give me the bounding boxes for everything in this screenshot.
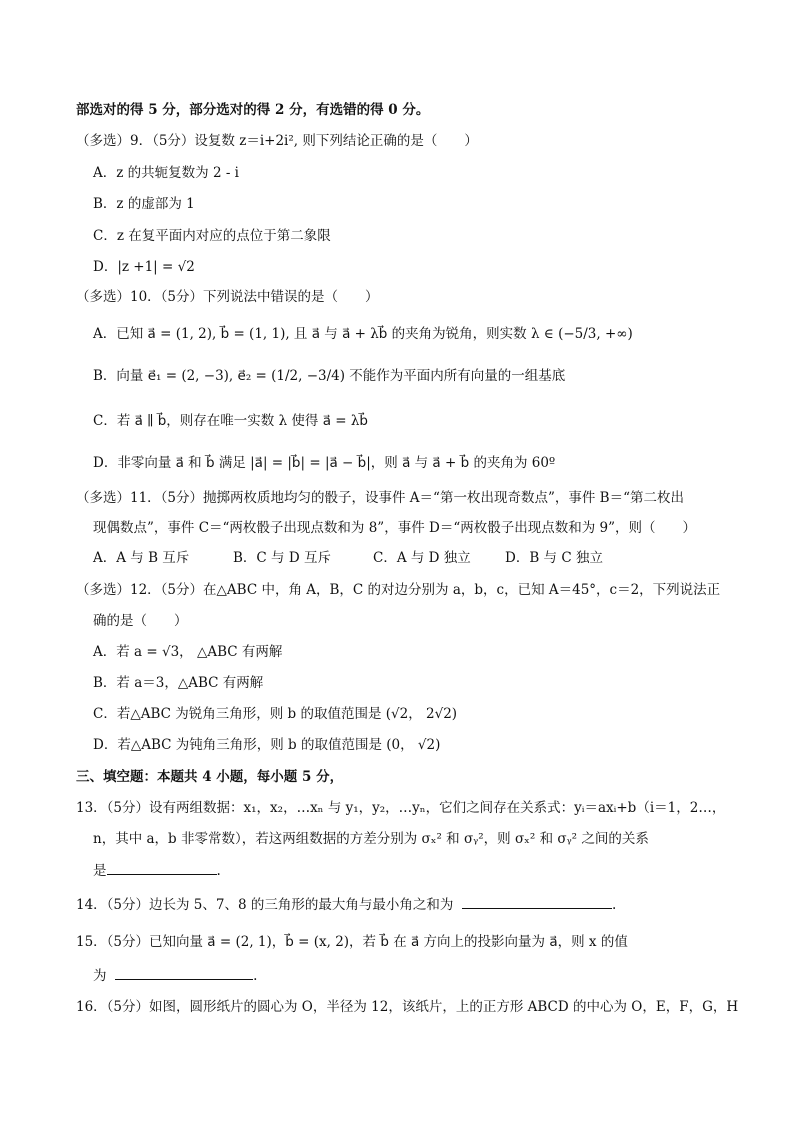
q14-answer-blank[interactable] (462, 894, 612, 909)
q13-period: . (216, 863, 221, 879)
q13-line3 (93, 860, 221, 881)
q10-option-a: A．已知 a⃗ = (1, 2), b⃗ = (1, 1), 且 a⃗ 与 a⃗ + λb⃗ 的夹角为锐角，则实数 λ ∈ (−5/3, +∞) (93, 326, 633, 342)
q11-stem-line2: 现偶数点”，事件 C＝“两枚骰子出现点数和为 8”，事件 D＝“两枚骰子出现点数和为 9”，则（ ） (93, 520, 697, 536)
q9-option-d: D．|z +1| = √2 (93, 259, 195, 275)
q11-option-c: C．A 与 D 独立 (373, 550, 471, 566)
q12-option-d: D．若△ABC 为钝角三角形，则 b 的取值范围是 (0， √2) (93, 737, 441, 753)
q15-period: . (253, 968, 258, 984)
q12-stem-line1: （多选）12．（5分）在△ABC 中，角 A，B，C 的对边分别为 a，b，c，已知 A＝45°，c＝2，下列说法正 (76, 582, 721, 598)
q11-option-a: A．A 与 B 互斥 (93, 550, 190, 566)
q13-line1: 13．（5分）设有两组数据：x₁，x₂，…xₙ 与 y₁，y₂，…yₙ，它们之间存在关系式：yᵢ＝axᵢ+b（i＝1，2…， (76, 800, 726, 816)
q11-option-d: D．B 与 C 独立 (505, 550, 603, 566)
q9-option-a: A．z 的共轭复数为 2 - i (93, 165, 239, 181)
q14-period: . (611, 897, 617, 913)
q15-line2 (93, 965, 257, 986)
q10-option-d: D．非零向量 a⃗ 和 b⃗ 满足 |a⃗| = |b⃗| = |a⃗ − b⃗|，则 a⃗ 与 a⃗ + b⃗ 的夹角为 60º (93, 455, 556, 471)
q13-line2: n，其中 a，b 非零常数），若这两组数据的方差分别为 σₓ² 和 σᵧ²，则 σₓ² 和 σᵧ² 之间的关系 (93, 831, 649, 847)
q16-line1: 16．（5分）如图，圆形纸片的圆心为 O，半径为 12，该纸片，上的正方形 ABCD 的中心为 O，E，F，G，H (76, 999, 739, 1015)
section2-note: 部选对的得 5 分，部分选对的得 2 分，有选错的得 0 分。 (76, 102, 430, 118)
q13-line3-text: 是 (93, 863, 107, 879)
q15-line1: 15．（5分）已知向量 a⃗ = (2, 1)，b⃗ = (x, 2)，若 b⃗ 在 a⃗ 方向上的投影向量为 a⃗，则 x 的值 (76, 934, 628, 950)
q10-stem: （多选）10．（5分）下列说法中错误的是（ ） (76, 289, 379, 305)
q9-option-b: B．z 的虚部为 1 (93, 196, 195, 212)
q9-stem: （多选）9．（5分）设复数 z＝i+2i², 则下列结论正确的是（ ） (76, 133, 478, 149)
q11-options (93, 548, 603, 568)
q14-text: 14．（5分）边长为 5、7、8 的三角形的最大角与最小角之和为 (76, 897, 454, 913)
q12-option-c: C．若△ABC 为锐角三角形，则 b 的取值范围是 (√2， 2√2) (93, 706, 458, 722)
q10-option-b: B．向量 e⃗₁ = (2, −3), e⃗₂ = (1/2, −3/4) 不能作为平面内所有向量的一组基底 (93, 368, 566, 384)
q12-option-b: B．若 a＝3，△ABC 有两解 (93, 675, 264, 691)
q13-answer-blank[interactable] (107, 860, 217, 875)
q14-line (76, 894, 616, 915)
q15-answer-blank[interactable] (115, 965, 253, 980)
q9-option-c: C．z 在复平面内对应的点位于第二象限 (93, 228, 331, 244)
q10-option-c: C．若 a⃗ ∥ b⃗，则存在唯一实数 λ 使得 a⃗ = λb⃗ (93, 413, 369, 429)
q15-line2-text: 为 (93, 968, 107, 984)
section3-title: 三、填空题：本题共 4 小题，每小题 5 分， (76, 769, 344, 785)
q11-stem-line1: （多选）11．（5分）抛掷两枚质地均匀的骰子，设事件 A＝“第一枚出现奇数点”，事件 B＝“第二枚出 (76, 490, 684, 506)
q12-option-a: A．若 a = √3， △ABC 有两解 (93, 644, 283, 660)
q11-option-b: B．C 与 D 互斥 (233, 550, 331, 566)
q12-stem-line2: 确的是（ ） (93, 613, 188, 629)
